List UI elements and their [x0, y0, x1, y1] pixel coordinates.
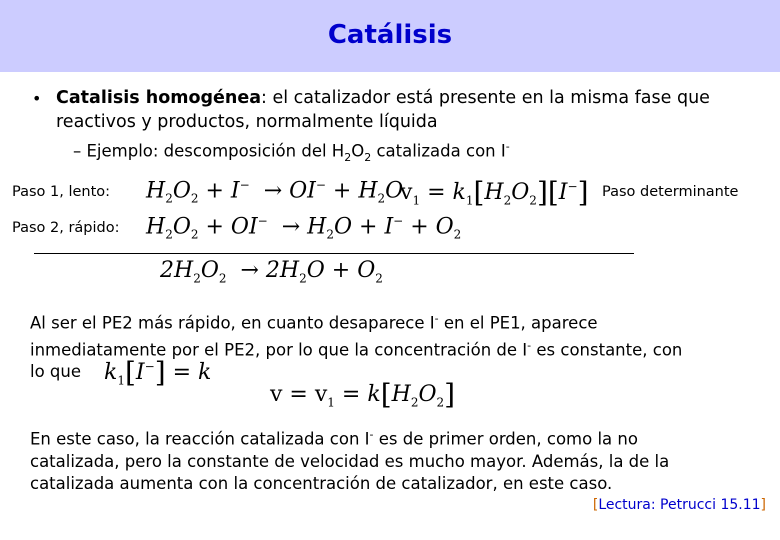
example-prefix: – Ejemplo: descomposición del H	[73, 141, 345, 161]
determining-step-label: Paso determinante	[602, 184, 739, 200]
rate-law-overall: $v = v_1 = k[H_2O_2]$	[270, 378, 456, 411]
bullet-dot: •	[32, 89, 42, 108]
overall-equation: $2H_2O_2 \to 2H_2O + O_2$	[160, 258, 383, 286]
example-line	[73, 140, 510, 164]
example-sub1: 2	[344, 150, 352, 164]
step1-equation: $H_2O_2 + I^- \to OI^- + H_2O$	[146, 178, 404, 206]
sum-rule	[34, 253, 634, 254]
reference-note: [Lectura: Petrucci 15.11]	[592, 497, 766, 513]
example-sub2: 2	[364, 150, 372, 164]
bullet-term: Catalisis homogénea	[56, 88, 262, 108]
example-mid: O	[351, 141, 365, 161]
slide-title: Catálisis	[327, 20, 453, 50]
example-sup: -	[505, 140, 510, 153]
bullet-text	[56, 86, 756, 134]
step1-label: Paso 1, lento:	[12, 184, 111, 200]
step2-equation: $H_2O_2 + OI^- \to H_2O + I^- + O_2$	[146, 214, 462, 242]
rate-law-1: $v_1 = k_1[H_2O_2][I^-]$	[400, 176, 589, 209]
paragraph1: Al ser el PE2 más rápido, en cuanto desaparece I- en el PE1, aparece inmediatamente por el PE2, por lo que la concentración de I- es constante, con lo que	[30, 312, 683, 381]
k1-equation: $k_1[I^-] = k$	[104, 356, 212, 389]
paragraph2: En este caso, la reacción catalizada con I- es de primer orden, como la no catalizada, pero la constante de velocidad es mucho mayor. Además, la de la catalizada aumenta con la concentración de catalizador, en este caso.	[30, 428, 670, 493]
bullet-definition: : el catalizador está presente en la misma fase que reactivos y productos, normalmente líquida	[56, 88, 710, 132]
example-suffix: catalizada con I	[371, 141, 506, 161]
step2-label: Paso 2, rápido:	[12, 220, 120, 236]
